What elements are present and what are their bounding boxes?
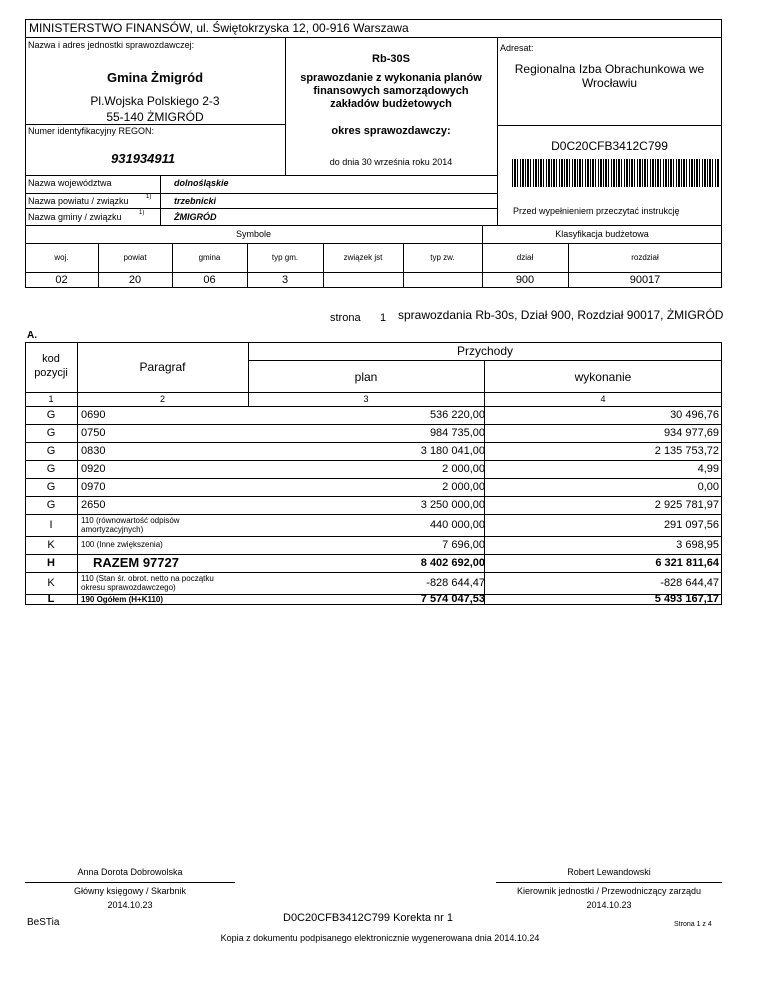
row-code: I <box>49 519 53 531</box>
symbol-value-typ-gm: 3 <box>281 274 289 286</box>
row-execution: 291 097,56 <box>663 519 719 531</box>
row-paragraph: 0970 <box>81 481 106 493</box>
symbol-header-dzial: dział <box>516 253 534 262</box>
classification-title: Klasyfikacja budżetowa <box>555 229 649 239</box>
software-name: BeSTia <box>27 917 60 928</box>
row-code: G <box>46 463 56 475</box>
commune-label: Nazwa gminy / związku <box>28 212 122 222</box>
row-code: G <box>46 445 56 457</box>
row-plan: 7 696,00 <box>442 539 485 551</box>
row-execution: 2 925 781,97 <box>654 499 719 511</box>
row-plan: 3 180 041,00 <box>420 445 485 457</box>
kod-header-line1: kod <box>42 353 60 365</box>
row-code: G <box>46 499 56 511</box>
row-code: G <box>46 409 56 421</box>
row-code: G <box>46 481 56 493</box>
symbol-header-zwiazek: związek jst <box>343 253 383 262</box>
row-paragraph: 2650 <box>81 499 106 511</box>
instruction-note: Przed wypełnieniem przeczytać instrukcję <box>513 206 680 216</box>
row-code: K <box>47 539 55 551</box>
symbol-value-powiat: 20 <box>128 274 142 286</box>
accountant-date: 2014.10.23 <box>107 900 153 910</box>
voivodeship-value: dolnośląskie <box>174 178 229 188</box>
row-code: H <box>47 557 55 569</box>
page-label: strona <box>330 312 361 324</box>
document-id: D0C20CFB3412C799 <box>551 139 668 153</box>
head-role: Kierownik jednostki / Przewodniczący zarządu <box>516 886 702 896</box>
row-paragraph-line1: 110 (Stan śr. obrot. netto na początku <box>81 574 214 583</box>
row-paragraph: 0690 <box>81 409 106 421</box>
head-date: 2014.10.23 <box>586 900 632 910</box>
section-letter: A. <box>27 330 37 341</box>
row-paragraph-line1: 110 (równowartość odpisów <box>81 516 180 525</box>
row-paragraph: 100 (Inne zwiększenia) <box>81 540 163 549</box>
row-plan: 7 574 047,53 <box>420 593 485 605</box>
paragraf-header: Paragraf <box>139 360 186 374</box>
table-row <box>25 424 722 443</box>
row-execution: 4,99 <box>697 463 719 475</box>
row-execution: 2 135 753,72 <box>654 445 719 457</box>
row-code: L <box>47 593 55 605</box>
addressee-line2: Wrocławiu <box>581 76 638 90</box>
col-number-1: 1 <box>48 394 54 404</box>
wykonanie-header: wykonanie <box>574 370 632 384</box>
form-code: Rb-30S <box>372 53 410 65</box>
voivodeship-label: Nazwa województwa <box>28 178 112 188</box>
symbols-title: Symbole <box>235 229 271 239</box>
plan-header: plan <box>354 370 378 384</box>
row-execution: 934 977,69 <box>663 427 719 439</box>
period-value: do dnia 30 września roku 2014 <box>329 157 453 167</box>
table-row <box>25 514 722 537</box>
row-plan: 984 735,00 <box>429 427 485 439</box>
form-title-line3: zakładów budżetowych <box>330 98 452 110</box>
table-row <box>25 536 722 555</box>
row-execution: -828 644,47 <box>660 577 719 589</box>
form-title-line2: finansowych samorządowych <box>313 85 469 97</box>
ministry-title: MINISTERSTWO FINANSÓW, ul. Świętokrzyska 12, 00-916 Warszawa <box>29 21 409 35</box>
row-plan: 440 000,00 <box>429 519 485 531</box>
table-row <box>25 406 722 425</box>
unit-name: Gmina Żmigród <box>106 70 204 85</box>
table-row <box>25 442 722 461</box>
regon-value: 931934911 <box>111 151 176 166</box>
accountant-role: Główny księgowy / Skarbnik <box>73 886 187 896</box>
addressee-label: Adresat: <box>500 43 534 53</box>
symbol-header-powiat: powiat <box>123 253 147 262</box>
row-plan: -828 644,47 <box>426 577 485 589</box>
page-number: 1 <box>380 312 387 324</box>
row-paragraph: 190 Ogółem (H+K110) <box>81 595 164 604</box>
table-row <box>25 572 722 595</box>
symbol-header-typ-zw: typ zw. <box>430 253 455 262</box>
row-paragraph: 0830 <box>81 445 106 457</box>
symbol-value-gmina: 06 <box>203 274 216 286</box>
row-plan: 3 250 000,00 <box>420 499 485 511</box>
barcode <box>512 159 719 187</box>
commune-footnote: 1) <box>139 210 145 216</box>
row-execution: 6 321 811,64 <box>655 557 719 569</box>
addressee-line1: Regionalna Izba Obrachunkowa we <box>514 62 705 76</box>
unit-label: Nazwa i adres jednostki sprawozdawczej: <box>28 40 195 50</box>
unit-address-line1: Pl.Wojska Polskiego 2-3 <box>90 94 220 108</box>
przychody-header: Przychody <box>456 344 514 358</box>
row-plan: 8 402 692,00 <box>420 557 485 569</box>
report-description: sprawozdania Rb-30s, Dział 900, Rozdział 90017, ŻMIGRÓD <box>398 308 724 322</box>
document-correction: D0C20CFB3412C799 Korekta nr 1 <box>283 912 453 924</box>
row-paragraph-line2: amortyzacyjnych) <box>81 525 144 534</box>
county-label: Nazwa powiatu / związku <box>28 196 129 206</box>
row-code: K <box>47 577 55 589</box>
symbol-header-woj: woj. <box>54 253 69 262</box>
col-number-2: 2 <box>159 394 165 404</box>
table-row <box>25 460 722 479</box>
table-row-grand-total <box>25 594 722 605</box>
row-paragraph: RAZEM 97727 <box>93 555 179 570</box>
table-row <box>25 496 722 515</box>
head-name: Robert Lewandowski <box>567 867 651 877</box>
row-paragraph: 0750 <box>81 427 106 439</box>
row-execution: 5 493 167,17 <box>654 593 719 605</box>
table-row-total <box>25 554 722 573</box>
symbol-header-gmina: gmina <box>198 253 221 262</box>
row-plan: 536 220,00 <box>429 409 485 421</box>
symbol-value-rozdzial: 90017 <box>629 274 661 286</box>
county-footnote: 1) <box>146 194 152 200</box>
unit-address-line2: 55-140 ŻMIGRÓD <box>106 110 204 124</box>
row-paragraph-line2: okresu sprawozdawczego) <box>81 583 176 592</box>
form-title-line1: sprawozdanie z wykonania planów <box>300 72 482 84</box>
table-row <box>25 478 722 497</box>
symbol-header-rozdzial: rozdział <box>631 253 659 262</box>
kod-header-line2: pozycji <box>34 367 68 379</box>
col-number-3: 3 <box>363 394 369 404</box>
row-plan: 2 000,00 <box>442 463 485 475</box>
page-count: Strona 1 z 4 <box>674 921 712 928</box>
symbol-header-typ-gm: typ gm. <box>271 253 299 262</box>
regon-label: Numer identyfikacyjny REGON: <box>28 126 155 136</box>
col-number-4: 4 <box>600 394 606 404</box>
row-code: G <box>46 427 56 439</box>
row-execution: 3 698,95 <box>676 539 719 551</box>
accountant-name: Anna Dorota Dobrowolska <box>77 867 183 877</box>
row-execution: 0,00 <box>697 481 719 493</box>
county-value: trzebnicki <box>174 196 217 206</box>
symbol-value-woj: 02 <box>55 274 68 286</box>
row-paragraph: 0920 <box>81 463 106 475</box>
copy-note: Kopia z dokumentu podpisanego elektronicznie wygenerowana dnia 2014.10.24 <box>220 933 540 943</box>
period-label: okres sprawozdawczy: <box>331 125 451 137</box>
row-execution: 30 496,76 <box>670 409 719 421</box>
row-plan: 2 000,00 <box>442 481 485 493</box>
symbol-value-dzial: 900 <box>515 274 535 286</box>
commune-value: ŻMIGRÓD <box>174 212 217 222</box>
